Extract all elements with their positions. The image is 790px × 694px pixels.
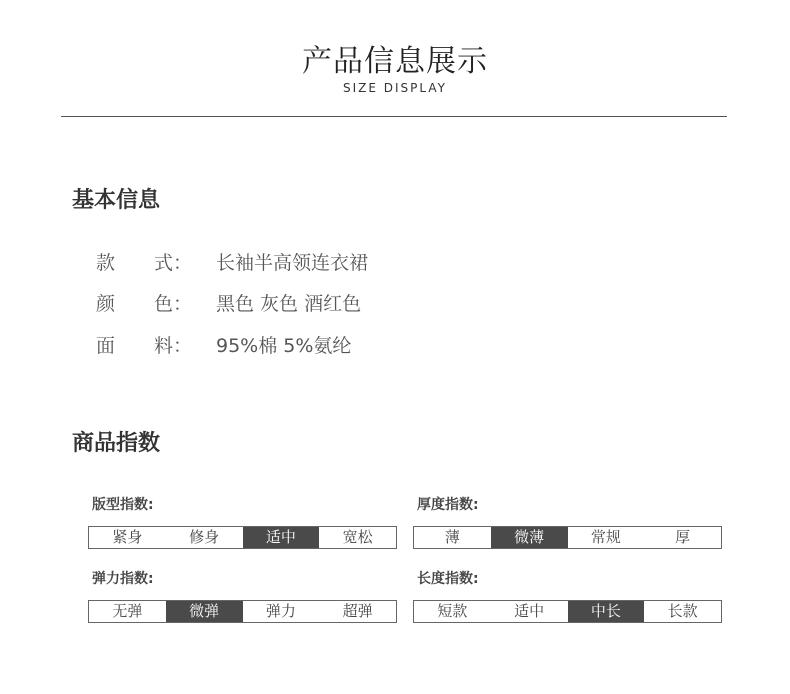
index-option: 无弹 [112, 602, 143, 620]
index-option: 长款 [667, 602, 698, 620]
index-option: 厚 [675, 528, 691, 546]
length-index-bar [413, 600, 722, 623]
info-label-char: 色： [154, 293, 193, 315]
index-option: 弹力 [265, 602, 296, 620]
product-index-heading: 商品指数 [72, 431, 161, 456]
index-option-selected: 微薄 [491, 527, 568, 548]
info-label-char: 颜 [96, 293, 116, 315]
index-option: 短款 [437, 602, 468, 620]
length-index-label: 长度指数: [417, 571, 479, 587]
header-divider [61, 116, 727, 117]
basic-info-heading: 基本信息 [72, 188, 161, 213]
index-option: 宽松 [342, 528, 373, 546]
thickness-index-bar [413, 526, 722, 549]
page-title: 产品信息展示 [302, 44, 488, 79]
index-option: 常规 [590, 528, 621, 546]
index-option-selected: 中长 [568, 601, 645, 622]
info-label-char: 式： [154, 252, 193, 274]
page-subtitle: SIZE DISPLAY [343, 81, 447, 95]
index-option-selected: 适中 [243, 527, 320, 548]
index-option: 薄 [444, 528, 460, 546]
index-option: 紧身 [112, 528, 143, 546]
elasticity-index-bar [88, 600, 397, 623]
info-label-char: 款 [96, 252, 116, 274]
fit-index-label: 版型指数: [92, 497, 154, 513]
index-option: 适中 [514, 602, 545, 620]
index-option: 修身 [189, 528, 220, 546]
info-label-char: 面 [96, 335, 116, 357]
info-value: 长袖半高领连衣裙 [216, 252, 369, 274]
elasticity-index-label: 弹力指数: [92, 571, 154, 587]
info-value: 黑色 灰色 酒红色 [216, 293, 362, 315]
fit-index-bar [88, 526, 397, 549]
thickness-index-label: 厚度指数: [417, 497, 479, 513]
info-label-char: 料： [154, 335, 193, 357]
index-option: 超弹 [342, 602, 373, 620]
index-option-selected: 微弹 [166, 601, 243, 622]
info-value: 95%棉 5%氨纶 [216, 335, 352, 357]
